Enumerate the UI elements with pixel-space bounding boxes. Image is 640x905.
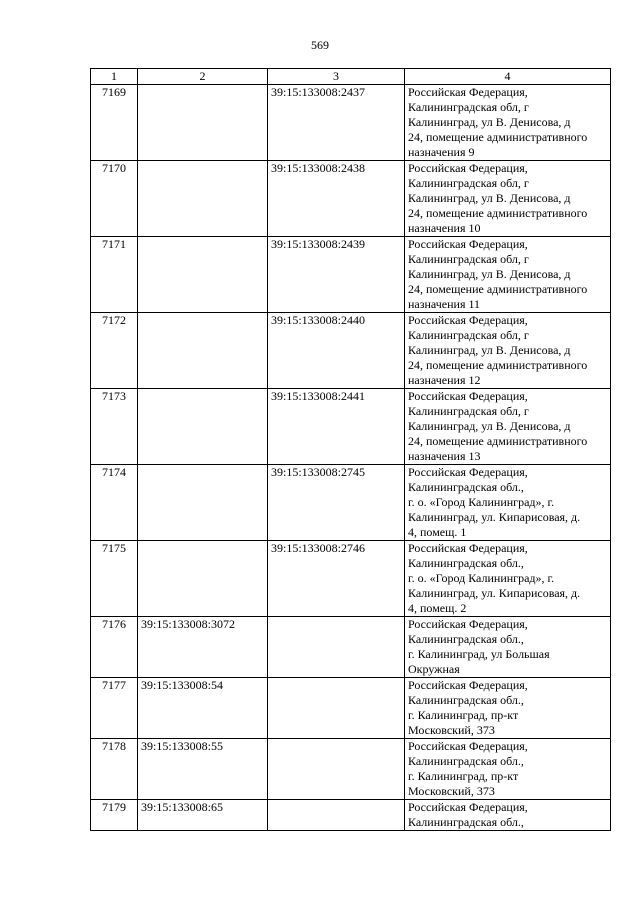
address-line: 24, помещение административного (408, 434, 588, 448)
table-body (91, 85, 611, 831)
building-cadastral-number-cell (268, 678, 405, 739)
building-cadastral-number-cell: 39:15:133008:2440 (268, 313, 405, 389)
address-line: 4, помещ. 1 (408, 525, 467, 539)
address-line: Калининградская обл., (408, 815, 524, 829)
table-row (91, 237, 611, 313)
row-number-cell: 7169 (91, 85, 138, 161)
address-line: Калининград, ул В. Денисова, д (408, 267, 571, 281)
address-cell (405, 389, 611, 465)
table-row (91, 313, 611, 389)
table-row (91, 541, 611, 617)
table-row (91, 739, 611, 800)
land-cadastral-number-cell: 39:15:133008:54 (138, 678, 268, 739)
land-cadastral-number-cell (138, 465, 268, 541)
land-cadastral-number-cell: 39:15:133008:3072 (138, 617, 268, 678)
address-cell (405, 739, 611, 800)
address-line: Московский, 373 (408, 784, 495, 798)
row-number-cell: 7174 (91, 465, 138, 541)
address-line: г. Калининград, пр-кт (408, 708, 519, 722)
building-cadastral-number-cell: 39:15:133008:2745 (268, 465, 405, 541)
page-number: 569 (311, 38, 329, 52)
address-cell (405, 85, 611, 161)
address-line: назначения 10 (408, 221, 481, 235)
row-number-cell: 7171 (91, 237, 138, 313)
address-line: Калининградская обл., (408, 632, 524, 646)
row-number-cell: 7178 (91, 739, 138, 800)
address-line: Российская Федерация, (408, 85, 528, 99)
address-line: Российская Федерация, (408, 541, 528, 555)
building-cadastral-number-cell: 39:15:133008:2441 (268, 389, 405, 465)
address-line: Российская Федерация, (408, 161, 528, 175)
address-line: Российская Федерация, (408, 237, 528, 251)
column-header-4: 4 (405, 69, 611, 85)
building-cadastral-number-cell (268, 617, 405, 678)
land-cadastral-number-cell (138, 541, 268, 617)
building-cadastral-number-cell: 39:15:133008:2746 (268, 541, 405, 617)
land-cadastral-number-cell: 39:15:133008:55 (138, 739, 268, 800)
address-line: Калининградская обл, г (408, 100, 529, 114)
address-line: г. Калининград, пр-кт (408, 769, 519, 783)
address-line: Российская Федерация, (408, 678, 528, 692)
address-line: 24, помещение административного (408, 130, 588, 144)
address-line: Калининград, ул В. Денисова, д (408, 191, 571, 205)
address-line: Калининградская обл, г (408, 328, 529, 342)
column-header-2: 2 (138, 69, 268, 85)
row-number-cell: 7177 (91, 678, 138, 739)
address-line: 24, помещение административного (408, 282, 588, 296)
address-line: г. о. «Город Калининград», г. (408, 571, 555, 585)
address-cell (405, 617, 611, 678)
column-header-1: 1 (91, 69, 138, 85)
registry-table (90, 68, 611, 831)
table-row (91, 800, 611, 831)
table-row (91, 161, 611, 237)
address-line: Калининград, ул. Кипарисовая, д. (408, 586, 581, 600)
row-number-cell: 7170 (91, 161, 138, 237)
address-line: Калининградская обл, г (408, 252, 529, 266)
table-row (91, 389, 611, 465)
address-line: Российская Федерация, (408, 313, 528, 327)
land-cadastral-number-cell (138, 85, 268, 161)
address-line: назначения 11 (408, 297, 481, 311)
address-line: Калининград, ул. Кипарисовая, д. (408, 510, 581, 524)
land-cadastral-number-cell (138, 161, 268, 237)
address-line: Калининград, ул В. Денисова, д (408, 343, 571, 357)
row-number-cell: 7172 (91, 313, 138, 389)
building-cadastral-number-cell: 39:15:133008:2438 (268, 161, 405, 237)
row-number-cell: 7176 (91, 617, 138, 678)
address-cell (405, 678, 611, 739)
address-line: назначения 12 (408, 373, 481, 387)
address-line: г. Калининград, ул Большая (408, 647, 550, 661)
address-cell (405, 800, 611, 831)
address-cell (405, 465, 611, 541)
building-cadastral-number-cell: 39:15:133008:2439 (268, 237, 405, 313)
address-line: 4, помещ. 2 (408, 601, 467, 615)
land-cadastral-number-cell (138, 237, 268, 313)
address-line: Российская Федерация, (408, 389, 528, 403)
building-cadastral-number-cell (268, 800, 405, 831)
address-line: Калининград, ул В. Денисова, д (408, 419, 571, 433)
table-row (91, 617, 611, 678)
building-cadastral-number-cell (268, 739, 405, 800)
land-cadastral-number-cell (138, 313, 268, 389)
address-line: назначения 13 (408, 449, 481, 463)
address-cell (405, 161, 611, 237)
address-line: Российская Федерация, (408, 800, 528, 814)
address-line: Калининград, ул В. Денисова, д (408, 115, 571, 129)
address-line: Московский, 373 (408, 723, 495, 737)
row-number-cell: 7175 (91, 541, 138, 617)
address-line: Калининградская обл., (408, 693, 524, 707)
address-line: Российская Федерация, (408, 617, 528, 631)
building-cadastral-number-cell: 39:15:133008:2437 (268, 85, 405, 161)
row-number-cell: 7179 (91, 800, 138, 831)
address-line: назначения 9 (408, 145, 475, 159)
table-row (91, 85, 611, 161)
address-line: г. о. «Город Калининград», г. (408, 495, 555, 509)
address-cell (405, 541, 611, 617)
land-cadastral-number-cell: 39:15:133008:65 (138, 800, 268, 831)
table-row (91, 465, 611, 541)
row-number-cell: 7173 (91, 389, 138, 465)
table-row (91, 678, 611, 739)
table-header-row (91, 69, 611, 85)
address-line: Калининградская обл, г (408, 176, 529, 190)
address-line: Калининградская обл., (408, 556, 524, 570)
address-line: 24, помещение административного (408, 206, 588, 220)
address-line: Калининградская обл., (408, 754, 524, 768)
address-line: Калининградская обл, г (408, 404, 529, 418)
address-line: Калининградская обл., (408, 480, 524, 494)
land-cadastral-number-cell (138, 389, 268, 465)
address-cell (405, 313, 611, 389)
column-header-3: 3 (268, 69, 405, 85)
address-cell (405, 237, 611, 313)
address-line: Окружная (408, 662, 460, 676)
address-line: 24, помещение административного (408, 358, 588, 372)
address-line: Российская Федерация, (408, 739, 528, 753)
address-line: Российская Федерация, (408, 465, 528, 479)
